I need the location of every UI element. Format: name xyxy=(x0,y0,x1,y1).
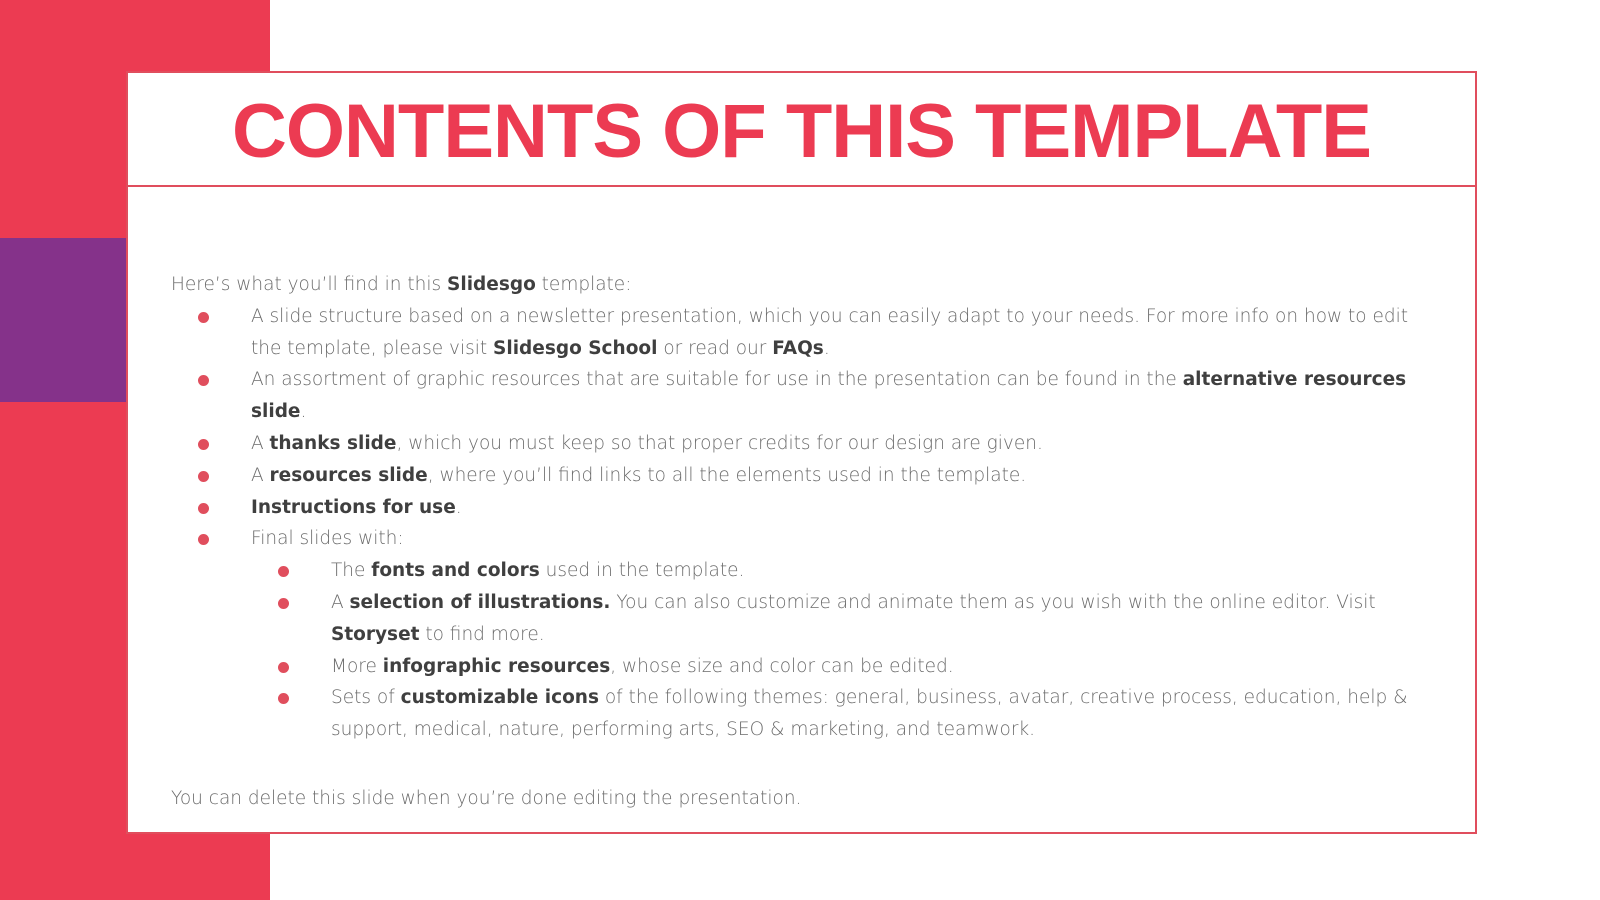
item-text: A slide structure based on a newsletter presentation, which you can easily adapt to your needs. For more info on how to edit the template, please visit xyxy=(251,305,1408,359)
item-bold: alternative resources slide xyxy=(251,369,1407,423)
item-bold: Slidesgo School xyxy=(493,337,658,359)
item-text: , which you must keep so that proper credits for our design are given. xyxy=(396,432,1043,454)
bullet-dot-icon xyxy=(198,534,209,545)
bullet-dot-icon xyxy=(278,598,289,609)
bullet-dot-icon xyxy=(198,375,209,386)
list-item xyxy=(171,460,1431,492)
item-text: to find more. xyxy=(419,623,545,645)
item-text: . xyxy=(823,337,830,359)
sub-list-item xyxy=(171,587,1431,651)
item-text: A xyxy=(331,591,350,613)
item-text: Final slides with: xyxy=(251,528,404,550)
item-text: of the following themes: general, business, avatar, creative process, education, help & support, medical, nature, performing arts, SEO & marketing, and teamwork. xyxy=(331,687,1408,741)
item-text: used in the template. xyxy=(539,560,745,582)
item-bold: resources slide xyxy=(269,464,428,486)
list-item xyxy=(171,428,1431,460)
intro-text-part: template: xyxy=(535,274,632,295)
bullet-dot-icon xyxy=(198,471,209,482)
item-bold: infographic resources xyxy=(382,655,611,677)
title-bar xyxy=(128,73,1475,187)
item-text: or read our xyxy=(657,337,773,359)
item-text: , where you’ll find links to all the elements used in the template. xyxy=(427,464,1027,486)
item-text: A xyxy=(251,464,270,486)
intro-text-part: Here’s what you’ll find in this xyxy=(171,274,448,295)
intro-bold-brand: Slidesgo xyxy=(447,274,536,295)
bullet-dot-icon xyxy=(278,662,289,673)
item-bold: thanks slide xyxy=(269,432,397,454)
item-text: . xyxy=(300,401,307,423)
purple-accent-block xyxy=(0,238,127,402)
sub-list-item xyxy=(171,682,1431,746)
intro-text xyxy=(171,269,1431,301)
slide-body xyxy=(171,269,1431,815)
item-text: An assortment of graphic resources that are suitable for use in the presentation can be found in the xyxy=(251,369,1183,391)
list-item xyxy=(171,364,1431,428)
list-item xyxy=(171,492,1431,524)
bullet-dot-icon xyxy=(278,693,289,704)
item-text: You can also customize and animate them as you wish with the online editor. Visit xyxy=(610,591,1376,613)
item-bold: Instructions for use xyxy=(251,496,456,518)
item-bold: customizable icons xyxy=(400,687,599,709)
bullet-dot-icon xyxy=(198,439,209,450)
item-bold: FAQs xyxy=(772,337,824,359)
item-text: The xyxy=(331,560,372,582)
item-text: . xyxy=(455,496,462,518)
slide-title: CONTENTS OF THIS TEMPLATE xyxy=(232,89,1371,174)
item-text: , whose size and color can be edited. xyxy=(610,655,954,677)
bullet-list xyxy=(171,301,1431,746)
sub-list-item xyxy=(171,555,1431,587)
item-bold: fonts and colors xyxy=(371,560,540,582)
sub-list-item xyxy=(171,651,1431,683)
item-bold: selection of illustrations. xyxy=(349,591,611,613)
content-card xyxy=(126,71,1477,834)
bullet-dot-icon xyxy=(198,503,209,514)
bullet-dot-icon xyxy=(278,566,289,577)
list-item xyxy=(171,523,1431,555)
bullet-dot-icon xyxy=(198,312,209,323)
list-item xyxy=(171,301,1431,365)
item-bold: Storyset xyxy=(331,623,420,645)
item-text: A xyxy=(251,432,270,454)
item-text: More xyxy=(331,655,383,677)
item-text: Sets of xyxy=(331,687,401,709)
outro-text: You can delete this slide when you’re done editing the presentation. xyxy=(171,787,802,809)
